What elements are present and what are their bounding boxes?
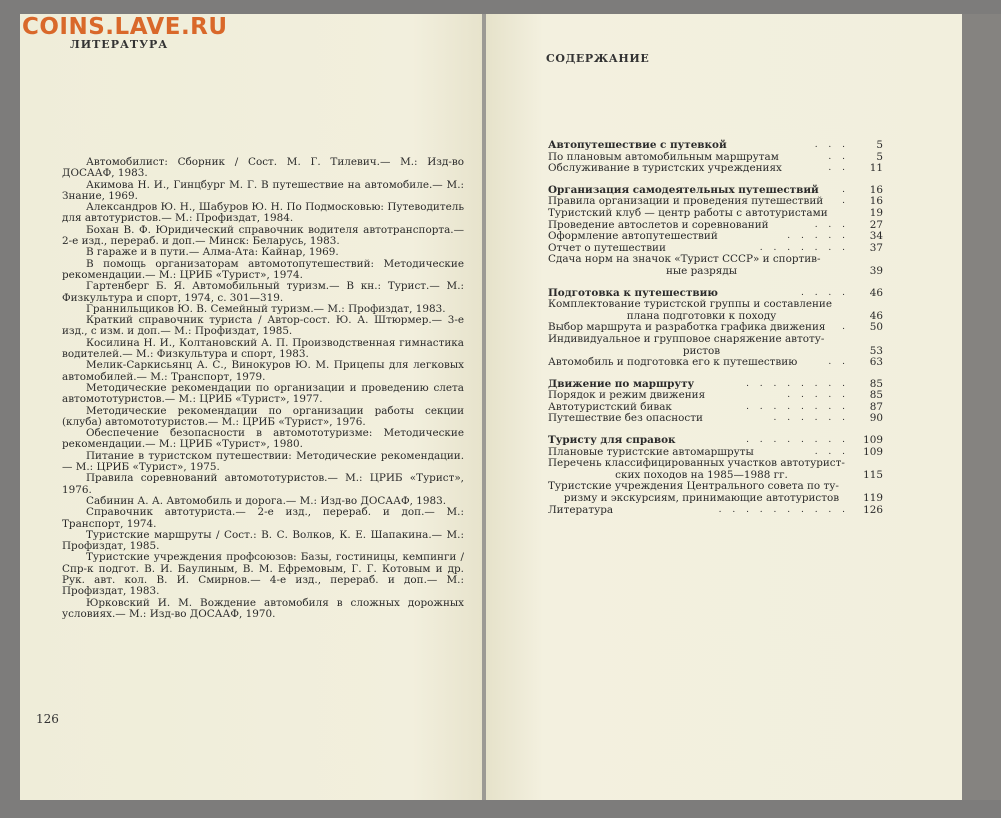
toc-page: 109 [863,434,883,447]
toc-entry-title: Обслуживание в туристских учреждениях [548,162,782,175]
toc-page: 126 [863,503,883,516]
toc-leader-dots: . . . [814,140,849,150]
toc-entry-line: Комплектование туристской группы и составление [548,298,833,311]
toc-page: 5 [876,150,883,163]
reference-entry: В гаражe и в пути.— Алма-Ата: Кайнар, 1969. [86,246,339,259]
toc-entry [548,299,883,322]
reference-entry: Мелик-Саркисьянц А. С., Винокуров Ю. М. Прицепы для легковых автомобилей.— М.: Транспорт, 1979. [62,359,464,383]
toc-entry-title [548,334,855,357]
reference-entry: Правила соревнований автомототуристов.— М.: ЦРИБ «Турист», 1976. [62,472,464,496]
toc-leader-dots: . . . . [800,287,849,298]
reference-entry: Гартенберг Б. Я. Автомобильный туризм.— В кн.: Турист.— М.: Физкультура и спорт, 1974, с. 301—319. [62,280,464,304]
toc-leader-dots: . [842,196,849,207]
toc-entry-title: По плановым автомобильным маршрутам [548,150,779,163]
toc-page: 119 [863,492,883,505]
toc-section [548,435,883,516]
toc-entry-line: ные разряды [665,264,738,277]
toc-entry-title: Литература [548,503,614,516]
toc-page: 115 [863,468,883,481]
toc-entry-line: ских походов на 1985—1988 гг. [615,468,788,481]
toc-entry [548,458,883,481]
toc-entry-title: Путешествие без опасности [548,412,703,425]
toc-leader-dots: . . [828,151,849,162]
toc-section [548,140,883,175]
toc-heading-title: Туристу для справок [548,434,676,447]
toc-leader-dots: . [842,322,849,333]
table-of-contents [548,140,883,526]
toc-page: 5 [876,139,883,151]
reference-entry: Бохан В. Ф. Юридический справочник водителя автотранспорта.— 2-е изд., перераб. и доп.— Минск: Беларусь, 1983. [62,223,464,248]
reference-entry: Акимова Н. И., Гинцбург М. Г. В путешествие на автомобиле.— М.: Знание, 1969. [62,178,464,202]
toc-page: 16 [869,195,883,208]
toc-page: 50 [869,321,883,334]
toc-section [548,288,883,369]
reference-entry: Александров Ю. Н., Шабуров Ю. Н. По Подмосковью: Путеводитель для автотуристов.— М.: Профиздат, 1984. [62,201,464,225]
toc-leader-dots: . . . . . . [773,413,849,424]
toc-leader-dots: . . . . . . . . [746,435,849,446]
toc-page: 19 [869,206,883,219]
toc-entry-line: ристов [682,344,721,357]
toc-page: 37 [869,241,883,254]
toc-entry-title [548,458,855,481]
page-number: 126 [36,712,59,726]
reference-entry: Обеспечение безопасности в автомототуризме: Методические рекомендации.— М.: ЦРИБ «Турист», 1980. [62,427,464,451]
toc-page: 34 [869,230,883,243]
toc-section-heading [548,435,883,447]
toc-heading-title: Автопутешествие с путевкой [548,139,727,151]
reference-entry: Граннильщиков Ю. В. Семейный туризм.— М.: Профиздат, 1983. [86,302,446,315]
toc-page: 39 [869,264,883,277]
toc-entry [548,163,883,175]
toc-entry [548,413,883,425]
toc-entry-line: ризму и экскурсиям, принимающие автотуристов [563,492,840,505]
toc-entry-line: Туристские учреждения Центрального совета по ту- [548,480,839,493]
reference-entry: Автомобилист: Сборник / Сост. М. Г. Тилевич.— М.: Изд-во ДОСААФ, 1983. [62,156,464,180]
toc-heading-title: Движение по маршруту [548,377,695,390]
toc-page: 46 [869,286,883,299]
reference-entry: Косилина Н. И., Колтановский А. П. Производственная гимнастика водителей.— М.: Физкультура и спорт, 1983. [62,336,464,361]
toc-entry-line: Сдача норм на значок «Турист СССР» и спортив- [548,253,821,266]
toc-entry-line: плана подготовки к походу [626,309,777,322]
toc-leader-dots: . . . . . . . . [746,378,849,389]
reference-entry: Сабинин А. А. Автомобиль и дорога.— М.: Изд-во ДОСААФ, 1983. [86,494,447,507]
toc-entry [548,334,883,357]
toc-entry-title: Автотуристский бивак [548,400,672,413]
toc-leader-dots: . . . . . . . . [746,401,849,412]
toc-page: 11 [869,162,883,175]
literature-title: ЛИТЕРАТУРА [70,38,169,51]
reference-entry: Туристские маршруты / Сост.: В. С. Волков, К. Е. Шапакина.— М.: Профиздат, 1985. [62,528,464,553]
toc-entry-title: Оформление автопутешествий [548,230,718,243]
reference-entry: Краткий справочник туриста / Автор-сост. Ю. А. Штюрмер.— 3-е изд., с изм. и доп.— М.: Профиздат, 1985. [62,314,464,338]
scan-background-edge [962,14,1001,800]
toc-entry [548,254,883,277]
toc-entry [548,231,883,243]
toc-page: 109 [863,445,883,458]
toc-page: 85 [869,377,883,390]
toc-section-heading [548,140,883,152]
toc-entry-title: Правила организации и проведения путешествий [548,195,824,208]
reference-entry: Юрковский И. М. Вождение автомобиля в сложных дорожных условиях.— М.: Изд-во ДОСААФ, 1970. [62,596,464,620]
toc-entry [548,505,883,517]
toc-leader-dots: . . . . . [787,231,849,242]
toc-entry-line: Перечень классифицированных участков автотурист- [548,457,845,470]
toc-page: 53 [869,344,883,357]
toc-page: 90 [869,412,883,425]
watermark: COINS.LAVE.RU [22,14,228,40]
toc-entry-title: Отчет о путешествии [548,241,666,254]
toc-heading-title: Организация самодеятельных путешествий [548,183,819,196]
toc-leader-dots: . . . . . . . [759,242,849,253]
toc-entry [548,357,883,369]
toc-page: 85 [869,389,883,402]
toc-page: 27 [869,218,883,231]
toc-heading-title: Подготовка к путешествию [548,286,718,299]
toc-leader-dots: . . . . . . . . . . [718,504,849,515]
toc-entry [548,481,883,504]
toc-page: 16 [869,183,883,196]
reference-entry: Справочник автотуриста.— 2-е изд., перераб. и доп.— М.: Транспорт, 1974. [62,506,464,530]
toc-entry-title [548,481,855,504]
toc-leader-dots: . [842,184,849,195]
toc-entry-title: Порядок и режим движения [548,389,706,402]
toc-entry-title [548,254,855,277]
toc-entry-title: Туристский клуб — центр работы с автотуристами [548,206,828,219]
reference-entry: Питание в туристском путешествии: Методические рекомендации.— М.: ЦРИБ «Турист», 1975. [62,449,464,474]
toc-leader-dots: . . . [814,219,849,230]
toc-entry-title: Автомобиль и подготовка его к путешествию [548,356,798,369]
reference-entry: В помощь организаторам автомотопутешествий: Методические рекомендации.— М.: ЦРИБ «Турист», 1974. [62,257,464,281]
toc-entry-line: Индивидуальное и групповое снаряжение автоту- [548,332,825,345]
toc-entry-title: Плановые туристские автомаршруты [548,445,754,458]
toc-leader-dots: . . [828,357,849,368]
reference-entry: Туристские учреждения профсоюзов: Базы, гостиницы, кемпинги / Спр-к подгот. В. И. Баулиным, В. М. Ефремовым, Г. Г. Котовым и др. Рук. авт. кол. В. И. Смирнов.— 4-е изд., перераб. и доп.— М.: Профиздат, 1983. [62,551,464,598]
toc-entry-title: Выбор маршрута и разработка графика движения [548,321,826,334]
contents-title: СОДЕРЖАНИЕ [546,52,650,65]
reference-entry: Методические рекомендации по организации работы секции (клуба) автомототуристов.— М.: ЦРИБ «Турист», 1976. [62,404,464,428]
toc-entry-title: Проведение автослетов и соревнований [548,218,769,231]
toc-leader-dots: . . . [814,446,849,457]
toc-leader-dots: . . [828,163,849,174]
toc-page: 46 [869,309,883,322]
reference-entry: Методические рекомендации по организации и проведению слета автомототуристов.— М.: ЦРИБ «Турист», 1977. [62,381,464,406]
toc-page: 87 [869,400,883,413]
toc-leader-dots: . . . . . [787,390,849,401]
toc-section [548,379,883,425]
toc-section [548,185,883,278]
reference-list [62,157,464,620]
toc-entry [548,208,883,220]
toc-page: 63 [869,356,883,369]
toc-entry-title [548,299,855,322]
